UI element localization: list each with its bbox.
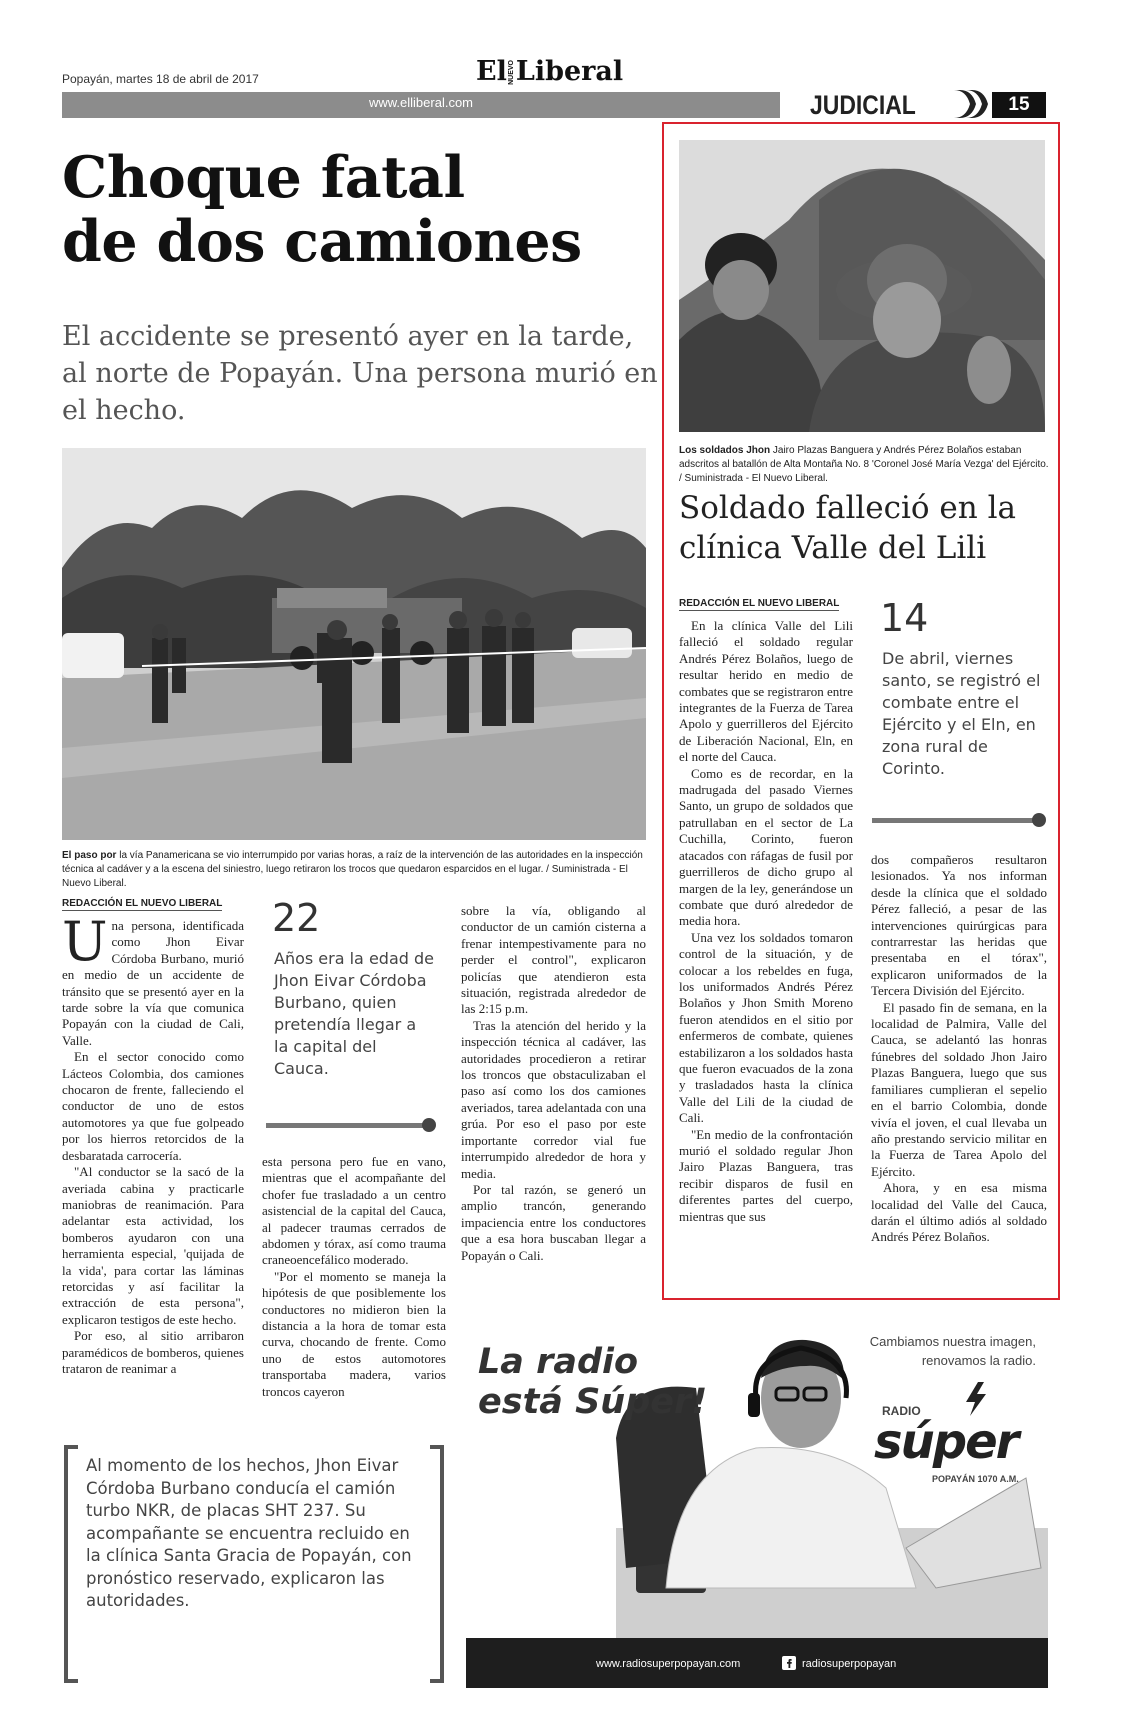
dropcap: U <box>62 910 108 973</box>
logo-liberal: Liberal <box>515 56 624 87</box>
side-col1-p2: Como es de recordar, en la madrugada del pasado Viernes Santo, un grupo de soldados que patrullaban en el sector de La Cuchilla, Corinto, fueron atacados con ráfagas de fusil por guerrilleros de dicho grupo al margen de la ley, generándose un combate que duró alrededor de media hora. <box>679 765 853 929</box>
side-byline: REDACCIÓN EL NUEVO LIBERAL <box>679 598 840 609</box>
radio-super-ad[interactable] <box>466 1318 1048 1688</box>
main-col-3 <box>461 903 646 1264</box>
main-col1-p2: En el sector conocido como Lácteos Colombia, dos camiones chocaron de frente, falleciendo el conductor de uno de estos automotores ya que fue golpeado por los hierros retorcidos de la desbaratada carrocería. <box>62 1049 244 1163</box>
side-col2-p1: dos compañeros resultaron lesionados. Ya nos informan desde la clínica que el soldado Pérez falleció, a pesar de las intervenciones quirúrgicas para contrarrestar las heridas que presentaba en el tórax", explicaron uniformados de la Tercera División del Ejército. <box>871 852 1047 999</box>
logo-nuevo: NUEVO <box>507 60 515 85</box>
accident-caption-lead: El paso por <box>62 850 117 861</box>
accident-photo <box>62 448 646 840</box>
ad-brand: súper <box>874 1414 1018 1470</box>
pull-quote-dot <box>422 1118 436 1132</box>
soldiers-photo <box>679 140 1045 432</box>
main-headline-line-2: de dos camiones <box>62 208 582 275</box>
ad-tagline <box>826 1332 1036 1370</box>
pull-quote-number: 22 <box>272 896 321 940</box>
logo-el: El <box>476 56 507 87</box>
side-col1-p3: Una vez los soldados tomaron control de la situación, y de colocar a los rebeldes en fuga, los uniformados Andrés Pérez Bolaños y Jhon Smith Moreno fueron atendidos en el sitio por enfermeros de combate, quienes estabilizaron a los soldados hasta que fueron evacuados de la zona y trasladados hasta la clínica Valle del Lili de la ciudad de Cali. <box>679 929 853 1126</box>
accident-caption-text: la vía Panamericana se vio interrumpido por varias horas, a raíz de la intervención de las autoridades en la inspección técnica al cadáver y a la escena del siniestro, luego retiraron los trocos que quedaron esparcidos en el lugar. / Suministrada - El Nuevo Liberal. <box>62 850 643 889</box>
side-col2-p3: Ahora, y en esa misma localidad del Valle del Cauca, darán el último adiós al soldado Andrés Pérez Bolaños. <box>871 1180 1047 1245</box>
main-byline: REDACCIÓN EL NUEVO LIBERAL <box>62 898 223 909</box>
main-col-2 <box>262 1154 446 1400</box>
main-headline-line-1: Choque fatal <box>62 144 465 211</box>
facebook-icon <box>782 1656 796 1670</box>
side-col-2 <box>871 852 1047 1246</box>
ad-website[interactable]: www.radiosuperpopayan.com <box>596 1658 741 1670</box>
side-col1-p1: En la clínica Valle del Lili falleció el soldado regular Andrés Pérez Bolaños, luego de resultar herido en medio de combates que se registraron entre integrantes de la Fuerza de Tarea Apolo y guerrilleros del Ejército de Liberación Nacional, Eln, en el norte del Cauca. <box>679 618 853 765</box>
side-col-1 <box>679 618 853 1225</box>
main-col-1 <box>62 910 244 1377</box>
ad-slogan-line-1: La radio <box>478 1342 639 1382</box>
section-chevron-icon <box>952 88 992 120</box>
side-pull-number: 14 <box>880 596 929 640</box>
ad-tagline-line-1: Cambiamos nuestra imagen, <box>869 1334 1036 1349</box>
main-col3-p1: sobre la vía, obligando al conductor de un camión cisterna a frenar intempestivamente para no perder el control", explicaron policías que atendieron esta situación, registrada alrededor de las 2:15 p.m. <box>461 903 646 1017</box>
main-col2-p1: esta persona pero fue en vano, mientras que el acompañante del chofer fue trasladado a un centro asistencial de la capital del Cauca, al padecer traumas cerrados de abdomen y tórax, así como trauma craneoencefálico moderado. <box>262 1154 446 1268</box>
ad-brand-sub: POPAYÁN 1070 A.M. <box>932 1474 1019 1484</box>
accident-photo-caption <box>62 849 646 891</box>
section-label: JUDICIAL <box>810 90 916 120</box>
pull-quote-text: Años era la edad de Jhon Eivar Córdoba Burbano, quien pretendía llegar a la capital del Cauca. <box>274 949 434 1078</box>
main-col3-p2: Tras la atención del herido y la inspección técnica al cadáver, las autoridades procedieron a retirar los troncos que obstaculizaban el paso así como los dos camiones averiados, tarea adelantada con una grúa. Por eso el paso por este importante corredor vial fue interrumpido alrededor de hora y media. <box>461 1017 646 1181</box>
side-col2-p2: El pasado fin de semana, en la localidad de Palmira, Valle del Cauca, se adelantó las honras fúnebres del soldado Jhon Jairo Plazas Banguera, luego que sus familiares cumplieran el sepelio en el barrio Colombia, donde vivía el joven, el cual llevaba un año prestando servicio militar en la Fuerza de Tarea Apolo del Ejército. <box>871 999 1047 1179</box>
page-number: 15 <box>992 92 1046 118</box>
side-pull-dot <box>1032 813 1046 827</box>
main-col1-p4: Por eso, al sitio arribaron paramédicos de bomberos, quienes trataron de reanimar a <box>62 1328 244 1376</box>
ad-tagline-line-2: renovamos la radio. <box>921 1353 1036 1368</box>
ad-facebook[interactable]: radiosuperpopayan <box>802 1658 897 1670</box>
side-pull-text: De abril, viernes santo, se registró el combate entre el Ejército y el Eln, en zona rural de Corinto. <box>882 649 1041 778</box>
side-col1-p4: "En medio de la confrontación murió el soldado regular Jhon Jairo Plazas Banguera, tras recibir disparos de fusil en diferentes partes del cuerpo, mientras que sus <box>679 1126 853 1224</box>
pull-quote-rule <box>266 1123 424 1128</box>
ad-slogan-line-2: está Súper! <box>478 1382 708 1422</box>
main-col2-p2: "Por el momento se maneja la hipótesis de que posiblemente los conductores no midieron bien la distancia a la hora de tomar esta curva, chocando de frente. Como uno de estos automotores transportaba madera, varios troncos cayeron <box>262 1268 446 1399</box>
main-col3-p3: Por tal razón, se generó un amplio trancón, generando impaciencia entre los conductores que a esa hora buscaban llegar a Popayán o Cali. <box>461 1181 646 1263</box>
newspaper-logo <box>476 56 623 87</box>
soldiers-caption-text: Jairo Plazas Banguera y Andrés Pérez Bolaños estaban adscritos al batallón de Alta Montaña No. 8 'Coronel José María Vezga' del Ejército. / Suministrada - El Nuevo Liberal. <box>679 445 1049 484</box>
side-pull-rule <box>872 818 1034 823</box>
lightning-icon <box>964 1382 988 1416</box>
ad-brand-small: RADIO <box>882 1404 921 1418</box>
quote-bracket-left <box>64 1445 78 1683</box>
ad-slogan <box>478 1342 707 1422</box>
website-link[interactable]: www.elliberal.com <box>368 95 474 110</box>
soldiers-photo-caption <box>679 444 1049 486</box>
main-headline <box>62 146 642 274</box>
side-headline: Soldado falleció en la clínica Valle del Lili <box>679 490 1016 566</box>
issue-date: Popayán, martes 18 de abril de 2017 <box>62 72 259 86</box>
soldiers-caption-lead: Los soldados Jhon <box>679 445 771 456</box>
quote-bracket-right <box>430 1445 444 1683</box>
main-deck: El accidente se presentó ayer en la tarde, al norte de Popayán. Una persona murió en el hecho. <box>62 321 658 426</box>
main-col1-p3: "Al conductor se la sacó de la averiada cabina y practicarle maniobras de reanimación. Para adelantar esta actividad, los bomberos ayudaron con una herramienta especial, 'quijada de la vida', para cortar las láminas retorcidas y así facilitar la extracción de esta persona", explicaron testigos de este hecho. <box>62 1164 244 1327</box>
quote-box-text: Al momento de los hechos, Jhon Eivar Córdoba Burbano conducía el camión turbo NKR, de placas SHT 237. Su acompañante se encuentra recluido en la clínica Santa Gracia de Popayán, con pronóstico reservado, explicaron las autoridades. <box>86 1456 412 1610</box>
main-col1-p1: na persona, identificada como Jhon Eivar Córdoba Burbano, murió en medio de un accidente de tránsito que se presentó ayer en la tarde sobre la vía que comunica Popayán con la ciudad de Cali, Valle. <box>62 918 244 1048</box>
